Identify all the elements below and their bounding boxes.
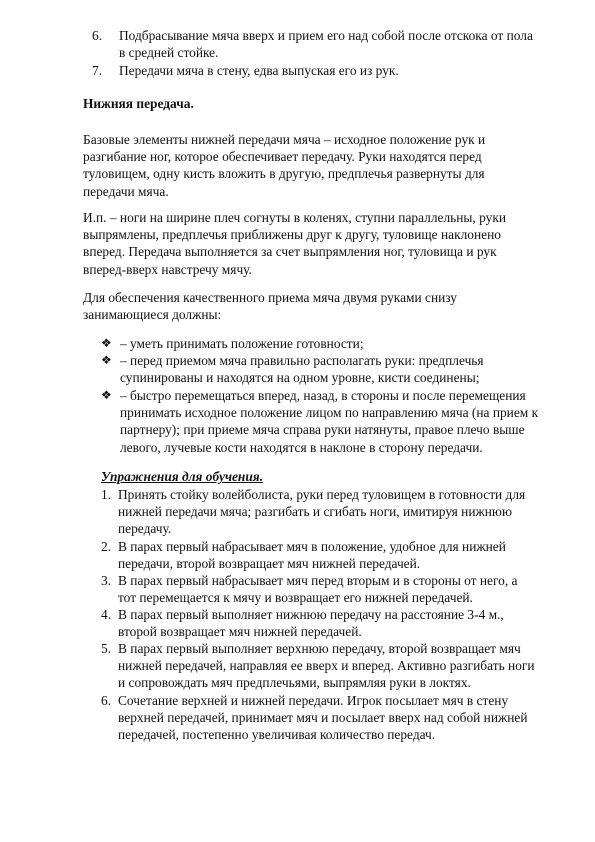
bullet-line: супинированы и находятся на одном уровне, кисти соединены; [120,370,480,386]
exercise-line: передачи, второй возвращает мяч нижней передачей. [118,556,421,572]
paragraph [83,209,553,278]
exercise-line: передачу. [118,521,172,537]
paragraph-line: передачи мяча. [83,183,169,199]
paragraph-line: разгибание ног, которое обеспечивает передачу. Руки находятся перед [83,149,482,165]
exercise-line: В парах первый выполняет верхнюю передачу, второй возвращает мяч [118,641,521,656]
bullet-line: левого, лучевые кости находятся в наклоне в сторону передачи. [120,439,483,455]
exercise-number: 4. [101,607,112,622]
exercise-line: тот перемещается к мячу и возвращает его нижней передачей. [118,590,473,606]
paragraph-line: вперед. Передача выполняется за счет выпрямления ног, туловища и рук [83,244,497,260]
bullet-line: партнеру); при приеме мяча справа руки натянуты, правое плечо выше [120,422,525,438]
exercise-line: Сочетание верхней и нижней передачи. Игрок посылает мяч в стену [118,693,509,708]
exercise-line: второй возвращает мяч нижней передачей. [118,624,362,640]
paragraph-line: туловищем, одну кисть вложить в другую, предплечья развернуты для [83,166,485,182]
exercise-line: нижней передачи мяча; разгибать и сгибать ноги, имитируя нижнюю [118,504,512,520]
paragraph [83,289,553,323]
bullet-line: – быстро перемещаться вперед, назад, в стороны и после перемещения [120,388,526,403]
exercise-line: передачей, постепенно увеличивая количество передач. [118,727,436,743]
exercise-line: В парах первый выполняет нижнюю передачу на расстояние 3-4 м., [118,607,504,622]
list-line: в средней стойке. [119,45,219,61]
bullet-line: принимать исходное положение лицом по направлению мяча (на прием к [120,405,539,421]
exercise-line: нижней передачей, направляя ее вверх и вперед. Активно разгибать ноги [118,658,535,674]
exercises-title-text: Упражнения для обучения. [101,469,264,484]
bullet-line: – перед приемом мяча правильно располагать руки: предплечья [120,353,484,368]
paragraph-line: вперед-вверх навстречу мячу. [83,261,252,277]
paragraph-line: И.п. – ноги на ширине плеч согнуты в коленях, ступни параллельны, руки [83,210,506,225]
exercise-number: 6. [101,693,112,708]
list-number: 7. [92,63,103,78]
exercise-line: В парах первый набрасывает мяч перед вторым и в стороны от него, а [118,573,518,588]
exercise-line: Принять стойку волейболиста, руки перед туловищем в готовности для [118,487,526,502]
paragraph-line: Базовые элементы нижней передачи мяча – исходное положение рук и [83,132,486,147]
exercise-number: 5. [101,641,112,656]
diamond-bullet-icon: ❖ [101,388,112,402]
diamond-bullet-icon: ❖ [101,336,112,350]
paragraph-line: Для обеспечения качественного приема мяча двумя руками снизу [83,290,458,305]
exercise-number: 3. [101,573,112,588]
exercise-line: верхней передачей, принимает мяч и посылает вверх над собой нижней [118,710,528,726]
exercise-number: 1. [101,487,112,502]
paragraph [83,131,553,200]
paragraph-line: выпрямлены, предплечья приближены друг к другу, туловище наклонено [83,227,501,243]
exercise-number: 2. [101,539,112,554]
list-line: Подбрасывание мяча вверх и прием его над собой после отскока от пола [119,28,533,43]
exercise-line: и сопровождать мяч предплечьями, выпрямляя руки в локтях. [118,675,471,691]
exercises-title [101,469,263,485]
bullet-line: – уметь принимать положение готовности; [120,336,364,351]
list-line: Передачи мяча в стену, едва выпуская его из рук. [119,63,399,78]
paragraph-line: занимающиеся должны: [83,307,222,323]
diamond-bullet-icon: ❖ [101,353,112,367]
list-number: 6. [92,28,103,43]
exercise-line: В парах первый набрасывает мяч в положение, удобное для нижней [118,539,506,554]
section-title: Нижняя передача. [83,96,194,111]
